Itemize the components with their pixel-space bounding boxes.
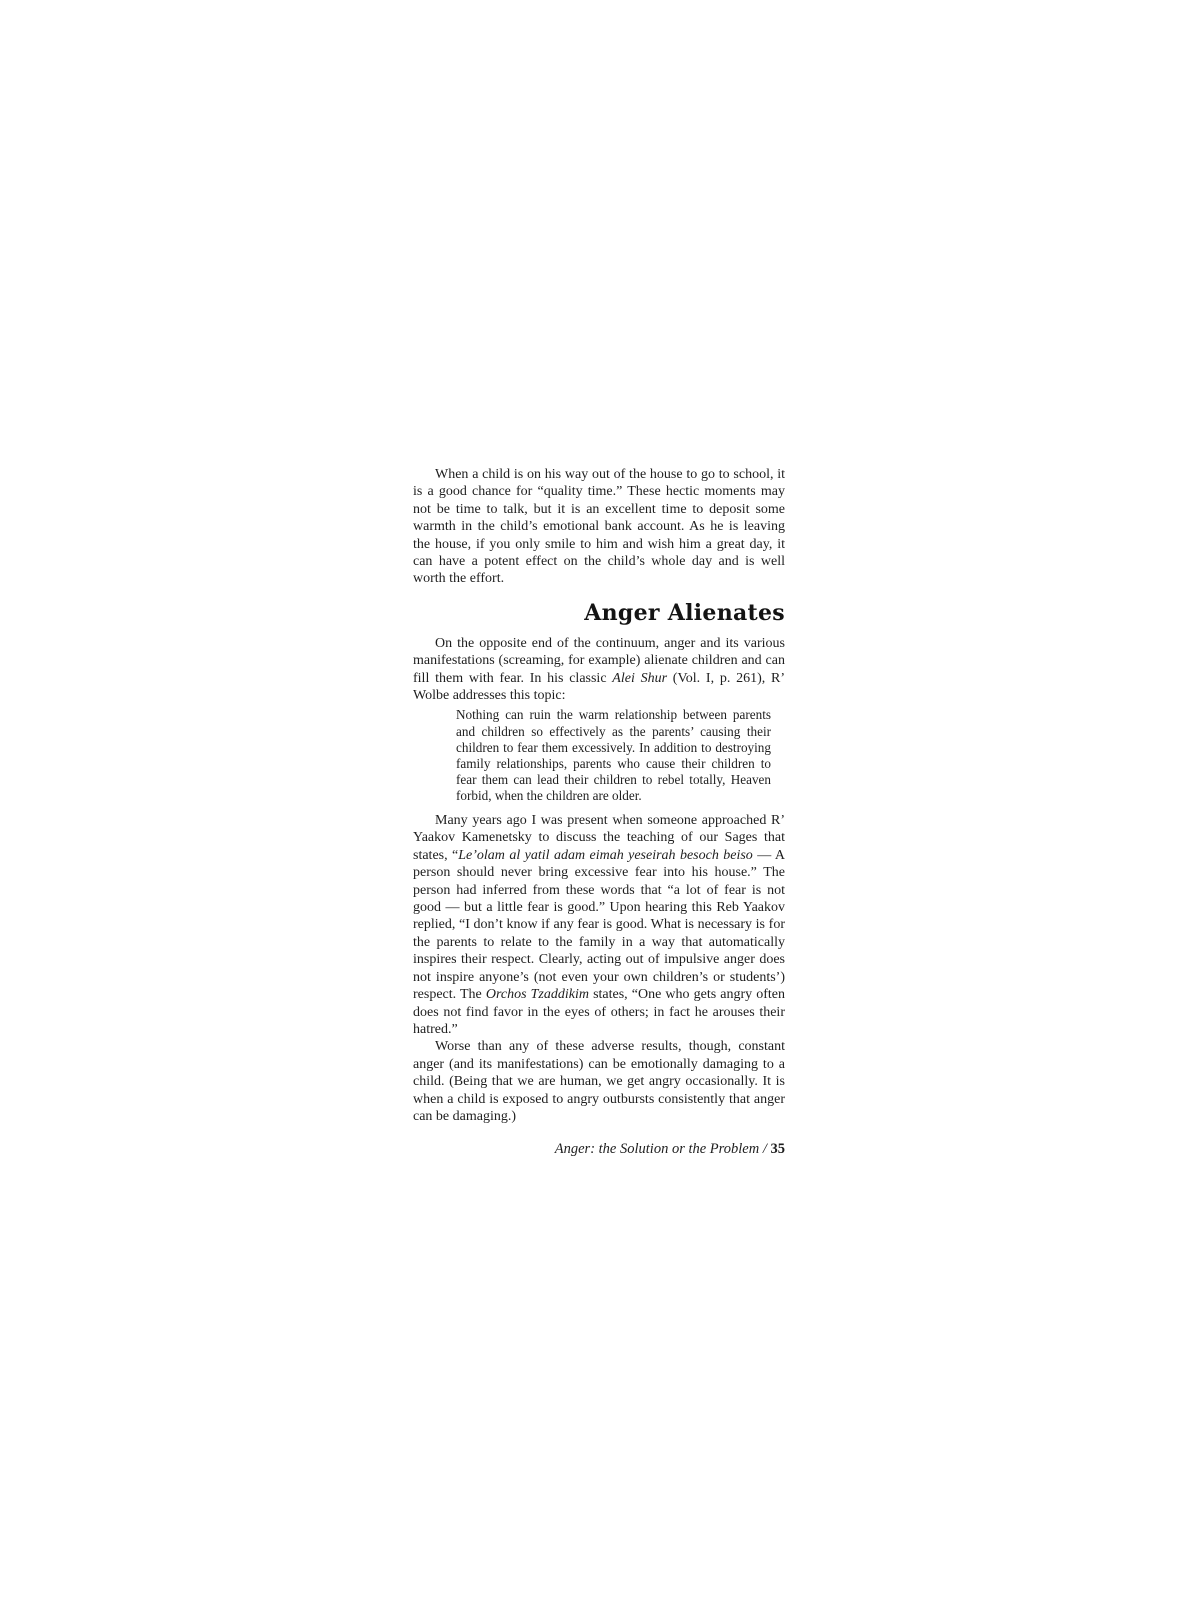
paragraph-quality-time: When a child is on his way out of the house to go to school, it is a good chance for “quality time.” These hectic moments may not be time to talk, but it is an excellent time to deposit some warmth in the child’s emotional bank account. As he is leaving the house, if you only smile to him and wish him a great day, it can have a potent effect on the child’s whole day and is well worth the effort. (413, 467, 785, 587)
page-number: 35 (770, 1141, 785, 1158)
book-title-alei-shur: Alei Shur (612, 670, 668, 686)
paragraph-reb-yaakov (413, 812, 785, 1038)
paragraph-anger-intro (413, 635, 785, 705)
footer-separator: / (759, 1141, 771, 1158)
paragraph-adverse-results: Worse than any of these adverse results, though, constant anger (and its manifestations) can be emotionally damaging to a child. (Being that we are human, we get angry occasionally. It is when a child is exposed to angry outbursts consistently that anger can be damaging.) (413, 1039, 785, 1124)
page-footer (413, 1141, 785, 1158)
text-run: states, “One who gets angry often does not find favor in the eyes of others; in fact he arouses their hatred.” (413, 987, 785, 1037)
hebrew-transliteration: Le’olam al yatil adam eimah yeseirah besoch beiso (458, 847, 753, 863)
running-head-title: Anger: the Solution or the Problem (554, 1141, 760, 1158)
section-heading: Anger Alienates (584, 599, 785, 626)
book-title-orchos-tzaddikim: Orchos Tzaddikim (485, 987, 589, 1003)
text-run: — A person should never bring excessive fear into his house.” The person had inferred from these words that “a lot of fear is not good — but a little fear is good.” Upon hearing this Reb Yaakov replied, “I don’t know if any fear is good. What is necessary is for the parents to relate to the family in a way that automatically inspires their respect. Clearly, acting out of impulsive anger does not inspire anyone’s (not even your own children’s or students’) respect. The (413, 847, 785, 1003)
text-run: On the opposite end of the continuum, anger and its various manifestations (screaming, for example) alienate children and can fill them with fear. In his classic (413, 635, 785, 686)
text-run: Many years ago I was present when someone approached R’ Yaakov Kamenetsky to discuss the teaching of our Sages that states, “ (413, 813, 785, 863)
blockquote-alei-shur: Nothing can ruin the warm relationship between parents and children so effectively as the parents’ causing their children to fear them excessively. In addition to destroying family relationships, parents who cause their children to fear them can lead their children to rebel totally, Heaven forbid, when the children are older. (456, 707, 771, 803)
text-run: (Vol. I, p. 261), R’ Wolbe addresses this topic: (413, 670, 785, 704)
text-column (413, 466, 785, 1159)
